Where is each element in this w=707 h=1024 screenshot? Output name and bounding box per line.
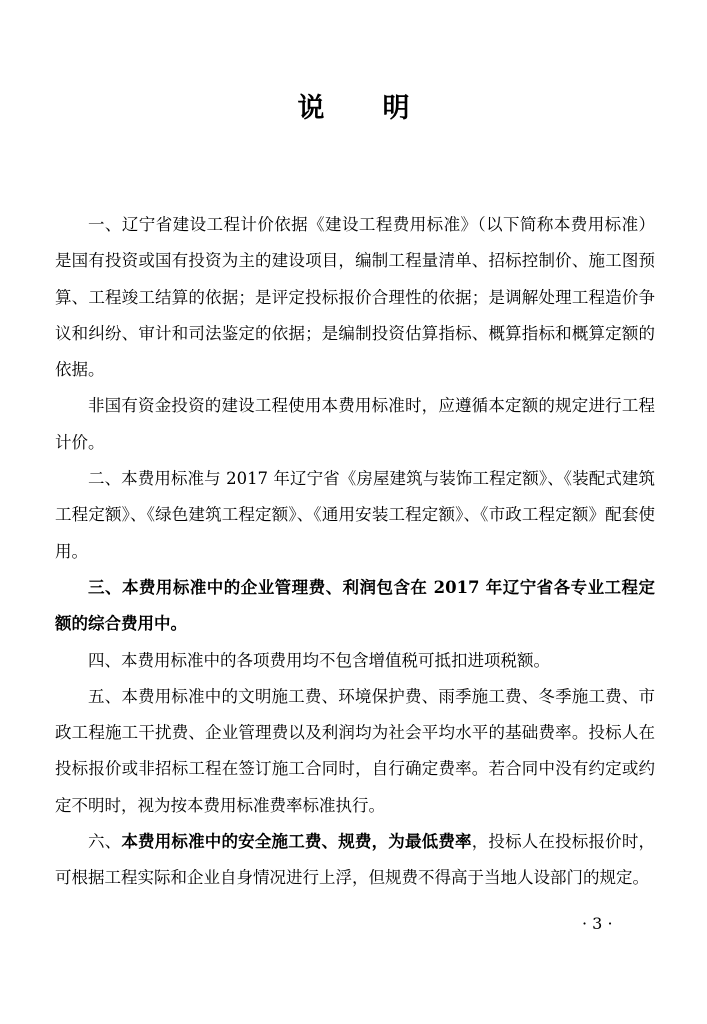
paragraph-7-rest: ，投标人在投标报价时，可根据工程实际和企业自身情况进行上浮，但规费不得高于当地人设部门的规定。 (55, 832, 656, 888)
paragraph-5: 四、本费用标准中的各项费用均不包含增值税可抵扣进项税额。 (88, 650, 550, 670)
paragraph-1: 一、辽宁省建设工程计价依据《建设工程费用标准》（以下简称本费用标准）是国有投资或国有投资为主的建设项目，编制工程量清单、招标控制价、施工图预算、工程竣工结算的依据；是评定投标报价合理性的依据；是调解处理工程造价争议和纠纷、审计和司法鉴定的依据；是编制投资估算指标、概算指标和概算定额的依据。 (55, 215, 655, 380)
paragraph-3: 二、本费用标准与 2017 年辽宁省《房屋建筑与装饰工程定额》、《装配式建筑工程定额》、《绿色建筑工程定额》、《通用安装工程定额》、《市政工程定额》配套使用。 (55, 469, 655, 561)
paragraph-6: 五、本费用标准中的文明施工费、环境保护费、雨季施工费、冬季施工费、市政工程施工干扰费、企业管理费以及利润均为社会平均水平的基础费率。投标人在投标报价或非招标工程在签订施工合同时，自行确定费率。若合同中没有约定或约定不明时，视为按本费用标准费率标准执行。 (55, 686, 655, 815)
page-number: · 3 · (582, 914, 613, 933)
paragraph-2: 非国有资金投资的建设工程使用本费用标准时，应遵循本定额的规定进行工程计价。 (55, 396, 655, 452)
page-title (0, 86, 707, 125)
paragraph-7-lead: 六、 (88, 832, 122, 852)
document-body (55, 207, 655, 897)
title-char-1: 说 (297, 93, 325, 124)
paragraph-7 (55, 824, 655, 897)
title-char-2: 明 (382, 93, 410, 124)
paragraph-7-bold: 本费用标准中的安全施工费、规费，为最低费率 (121, 832, 472, 852)
paragraph-4: 三、本费用标准中的企业管理费、利润包含在 2017 年辽宁省各专业工程定额的综合费用中。 (55, 577, 655, 634)
